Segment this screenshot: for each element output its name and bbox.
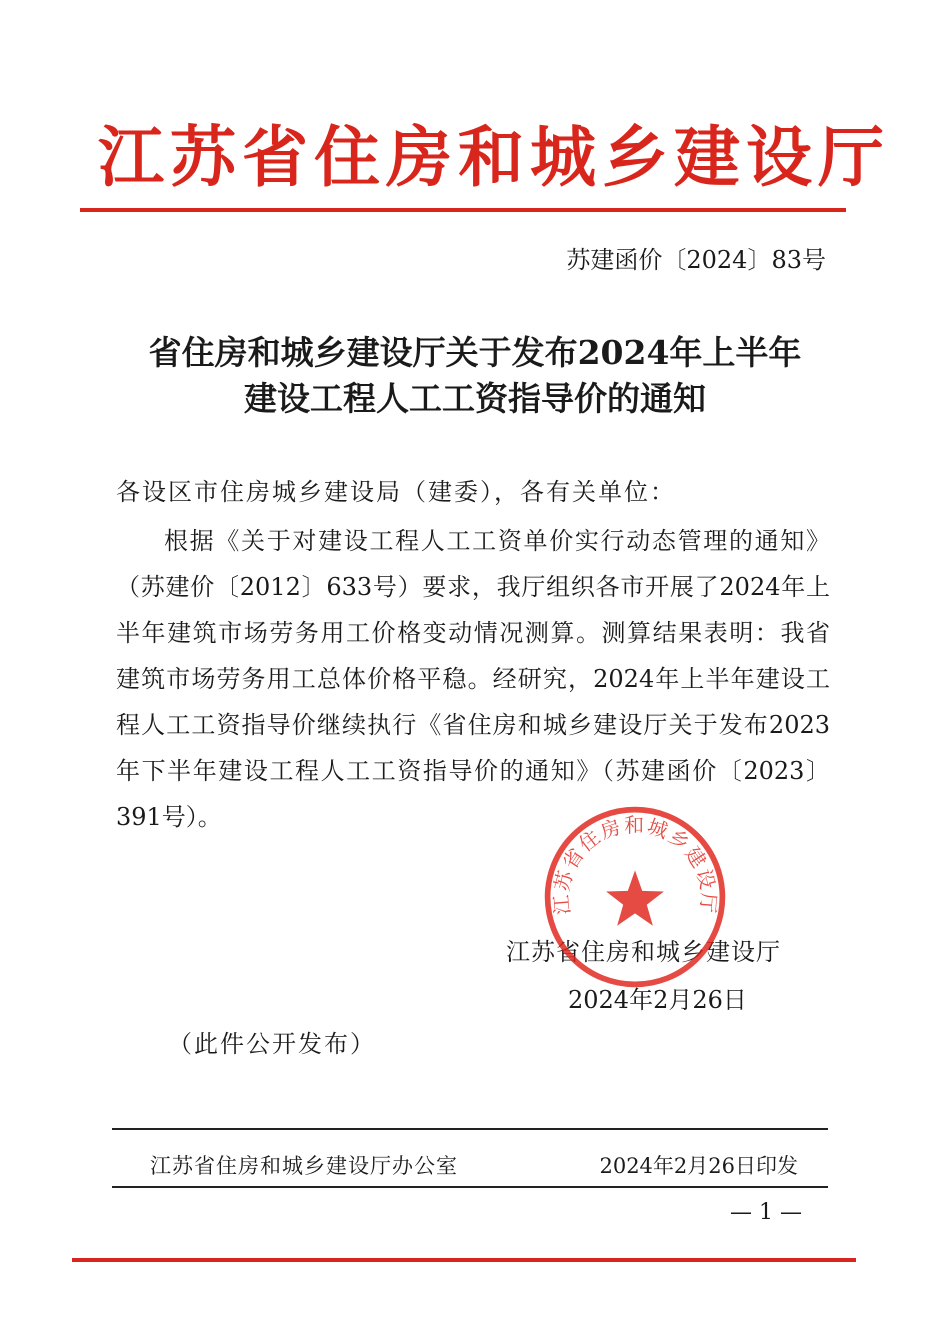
body-line: 程人工工资指导价继续执行《省住房和城乡建设厅关于发布2023 [116, 711, 830, 739]
bottom-red-rule [72, 1258, 856, 1262]
letterhead-title: 江苏省住房和城乡建设厅 [98, 119, 890, 196]
footer-print-date: 2024年2月26日印发 [599, 1154, 798, 1178]
body-line: 年下半年建设工程人工工资指导价的通知》（苏建函价〔2023〕 [116, 757, 830, 785]
body-line: 根据《关于对建设工程人工工资单价实行动态管理的通知》 [164, 527, 830, 555]
footer-issuer: 江苏省住房和城乡建设厅办公室 [150, 1154, 458, 1178]
official-seal-icon [540, 802, 730, 992]
body-line: 391号）。 [116, 803, 222, 831]
addressee: 各设区市住房城乡建设局（建委），各有关单位： [116, 478, 676, 506]
public-release-note: （此件公开发布） [168, 1030, 376, 1058]
document-title-line-1: 省住房和城乡建设厅关于发布2024年上半年 [148, 333, 802, 372]
document-title-line-2: 建设工程人工工资指导价的通知 [244, 379, 706, 418]
footer-top-rule [112, 1128, 828, 1130]
body-line: （苏建价〔2012〕633号）要求，我厅组织各市开展了2024年上 [116, 573, 830, 601]
page-number: — 1 — [730, 1200, 802, 1225]
seal-text: 江苏省住房和城乡建设厅 [548, 812, 722, 916]
body-paragraph [116, 518, 830, 840]
document-number: 苏建函价〔2024〕83号 [566, 246, 826, 274]
signature-organization: 江苏省住房和城乡建设厅 [506, 938, 781, 966]
body-line: 建筑市场劳务用工总体价格平稳。经研究，2024年上半年建设工 [116, 665, 830, 693]
letterhead-red-rule [80, 208, 846, 212]
document-title [60, 330, 890, 422]
footer-bottom-rule [112, 1186, 828, 1188]
signature-date: 2024年2月26日 [568, 986, 747, 1014]
body-line: 半年建筑市场劳务用工价格变动情况测算。测算结果表明：我省 [116, 619, 830, 647]
